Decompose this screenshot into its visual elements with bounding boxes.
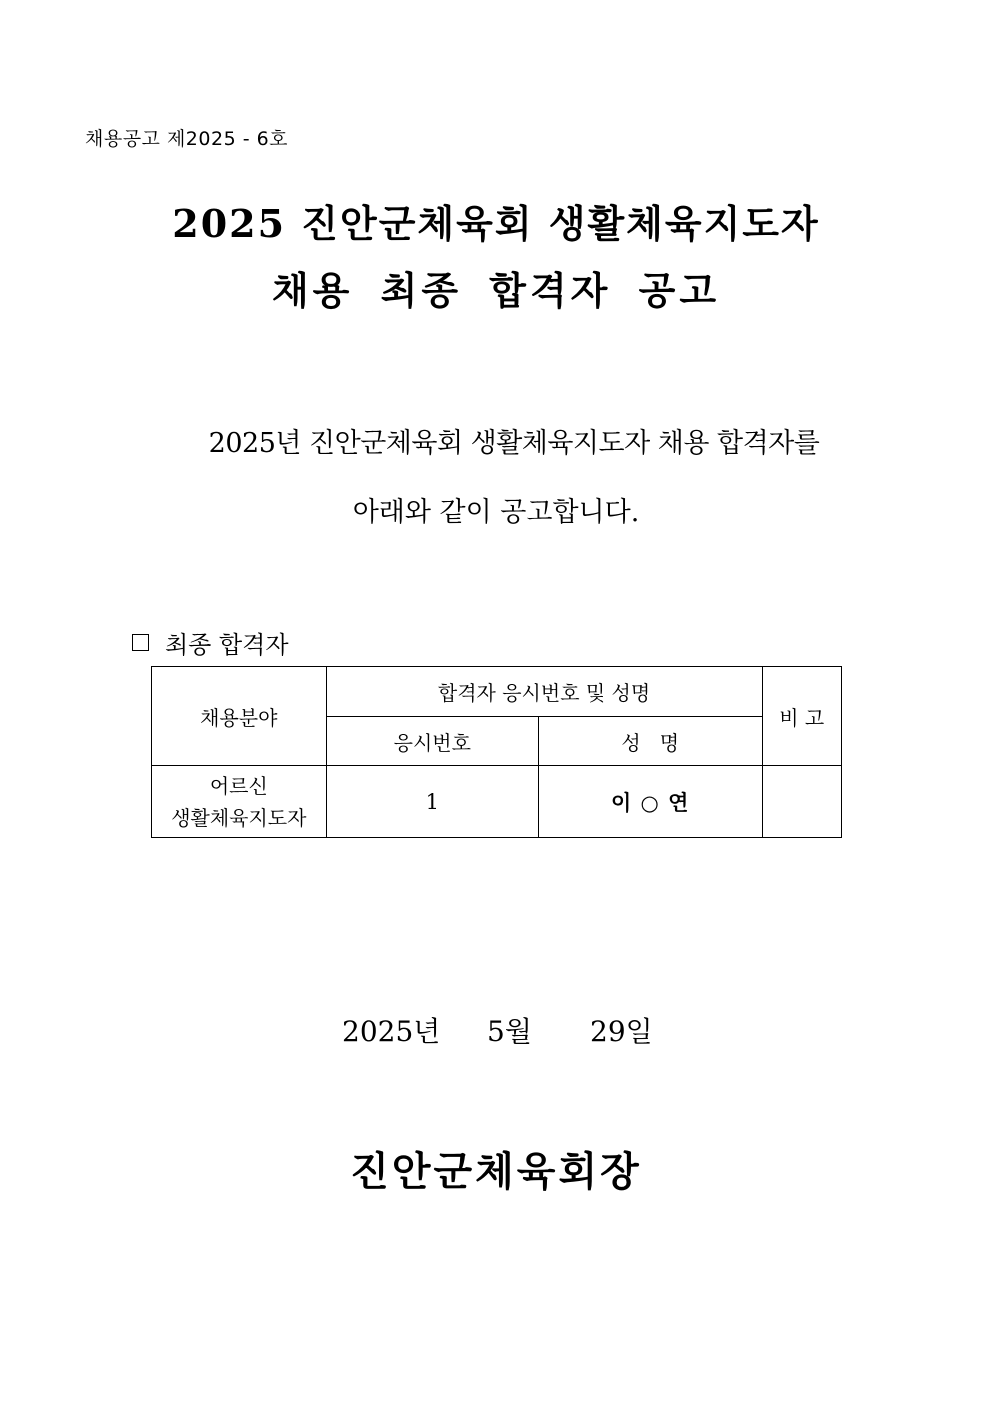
header-group: 합격자 응시번호 및 성명 xyxy=(326,667,762,717)
cell-name xyxy=(538,766,762,838)
header-name xyxy=(538,717,762,766)
header-field: 채용분야 xyxy=(152,667,327,766)
announcement-text-line-1: 2025년 진안군체육회 생활체육지도자 채용 합격자를 xyxy=(208,428,820,459)
header-remark: 비 고 xyxy=(762,667,842,766)
announcement-text-line-2: 아래와 같이 공고합니다. xyxy=(352,497,640,528)
header-number: 응시번호 xyxy=(326,717,538,766)
cell-field xyxy=(152,766,327,838)
cell-name-value: 이 ○ 연 xyxy=(610,790,690,815)
cell-number xyxy=(326,766,538,838)
square-checkbox-icon xyxy=(132,634,149,651)
section-heading-label: 최종 합격자 xyxy=(165,631,289,659)
cell-number-value: 1 xyxy=(425,789,439,814)
page-title-line-2: 채용 최종 합격자 공고 xyxy=(271,268,721,313)
header-name-label: 성 명 xyxy=(621,730,680,755)
cell-field-line-1: 어르신 xyxy=(209,773,268,798)
issuer-signature: 진안군체육회장 xyxy=(350,1148,642,1195)
date-day: 29일 xyxy=(590,1015,653,1048)
notice-number: 채용공고 제2025 - 6호 xyxy=(85,128,289,150)
date-month: 5월 xyxy=(487,1015,532,1048)
date-year: 2025년 xyxy=(342,1015,441,1048)
final-candidates-table xyxy=(151,666,842,838)
page-title-line-1: 2025 진안군체육회 생활체육지도자 xyxy=(172,201,820,246)
section-heading xyxy=(132,625,289,660)
cell-field-line-2: 생활체육지도자 xyxy=(171,805,307,830)
cell-remark xyxy=(762,766,842,838)
table-row xyxy=(152,766,842,838)
table-header-row xyxy=(152,667,842,717)
